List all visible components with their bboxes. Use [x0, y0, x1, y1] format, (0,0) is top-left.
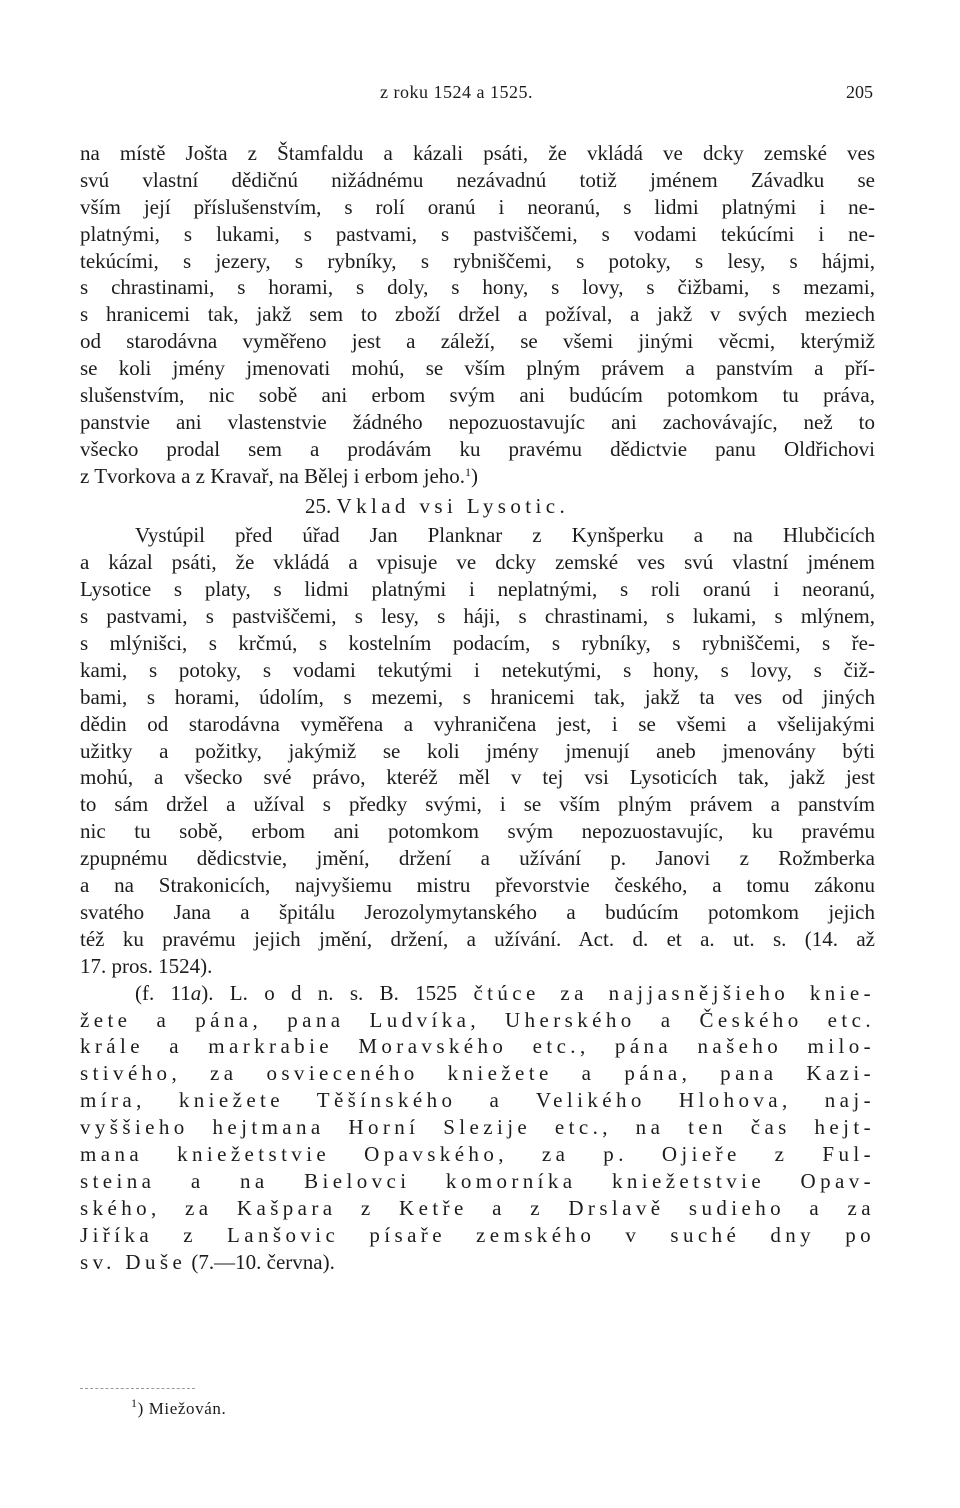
text-line: žete a pána, pana Ludvíka, Uherského a Českého etc.	[80, 1007, 875, 1032]
footnote-divider	[80, 1388, 195, 1389]
text-line: bami, s horami, údolím, s mezemi, s hranicemi tak, jakž ta ves od jiných	[80, 684, 875, 709]
text-line: svatého Jana a špitálu Jerozolymytanského a budúcím potomkom jejich	[80, 899, 875, 924]
paragraph-court-session	[80, 980, 875, 1276]
text-fragment: sv. Duše	[80, 1249, 187, 1274]
text-fragment: z Tvorkova a z Kravař, na Bělej i erbom jeho.	[80, 463, 466, 488]
text-line: a na Strakonicích, najvyšiemu mistru převorstvie českého, a tomu zákonu	[80, 873, 875, 898]
text-fragment: )	[471, 463, 479, 488]
text-line: a kázal psáti, že vkládá a vpisuje ve dcky zemské ves svú vlastní jménem	[80, 550, 875, 575]
text-line: vším její příslušenstvím, s rolí oranú i neoranú, s lidmi platnými i ne-	[80, 194, 875, 219]
footnote	[131, 1396, 227, 1419]
text-fragment: a	[190, 980, 202, 1005]
text-line: platnými, s lukami, s pastvami, s pastviščemi, s vodami tekúcími i ne-	[80, 221, 875, 246]
text-line: od starodávna vyměřeno jest a záleží, se všemi jinými věcmi, kterýmiž	[80, 329, 875, 354]
running-head	[80, 82, 875, 106]
text-line	[80, 1249, 875, 1276]
text-line: dědin od starodávna vyměřena a vyhraničena jest, i se všemi a všelijakými	[80, 711, 875, 736]
paragraph-continuation	[80, 140, 875, 490]
text-line: s mlýnišci, s krčmú, s kostelním podacím, s rybníky, s rybniščemi, s ře-	[80, 631, 875, 656]
text-line: s pastvami, s pastviščemi, s lesy, s háji, s chrastinami, s lukami, s mlýnem,	[80, 604, 875, 629]
text-line: mana kniežetstvie Opavského, za p. Ojieře z Ful-	[80, 1141, 875, 1166]
text-fragment: (f. 11	[135, 980, 191, 1005]
text-line: užitky a požitky, jakýmiž se koli jmény jmenují aneb jmenovány býti	[80, 738, 875, 763]
text-line: panstvie ani vlastenstvie žádného nepozuostavujíc ani zachovávajíc, než to	[80, 409, 875, 434]
text-line: vyššieho hejtmana Horní Slezije etc., na ten čas hejt-	[80, 1115, 875, 1140]
text-line: Jiříka z Lanšovic písaře zemského v suché dny po	[80, 1222, 875, 1247]
paragraph-lysotice	[80, 522, 875, 979]
text-line: zpupnému dědicstvie, jmění, držení a užívání p. Janovi z Rožmberka	[80, 846, 875, 871]
text-fragment: ). L. o d n. s. B. 1525	[201, 980, 474, 1005]
footnote-text: ) Miežován.	[137, 1399, 227, 1418]
text-line: Lysotice s platy, s lidmi platnými i neplatnými, s roli oranú i neoranú,	[80, 577, 875, 602]
text-fragment: čtúce za najjasnějšieho knie-	[473, 980, 875, 1005]
section-number: 25.	[305, 493, 332, 518]
text-line: s chrastinami, s horami, s doly, s hony, s lovy, s čižbami, s mezami,	[80, 275, 875, 300]
text-line: tekúcími, s jezery, s rybníky, s rybniščemi, s potoky, s lesy, s hájmi,	[80, 248, 875, 273]
text-line	[80, 980, 875, 1007]
text-line: míra, kniežete Těšínského a Velikého Hlohova, naj-	[80, 1088, 875, 1113]
text-line: ského, za Kašpara z Ketře a z Drslavě sudieho a za	[80, 1195, 875, 1220]
section-heading	[80, 493, 875, 520]
footnote-reference: 1	[465, 464, 472, 479]
text-line: kami, s potoky, s vodami tekutými i netekutými, s hony, s lovy, s čiž-	[80, 657, 875, 682]
page-number: 205	[846, 82, 873, 102]
section-title: Vklad vsi Lysotic.	[336, 493, 570, 518]
running-title: z roku 1524 a 1525.	[380, 82, 533, 102]
text-line	[80, 463, 875, 490]
text-line: Vystúpil před úřad Jan Planknar z Kynšperku a na Hlubčicích	[135, 523, 875, 548]
footnote-marker: 1	[131, 1396, 138, 1410]
text-line: se koli jmény jmenovati mohú, se vším plným právem a panstvím a pří-	[80, 356, 875, 381]
text-line: svú vlastní dědičnú nižádnému nezávadnú totiž jménem Závadku se	[80, 167, 875, 192]
text-line: 17. pros. 1524).	[80, 953, 213, 978]
text-line: to sám držel a užíval s předky svými, i se vším plným právem a panstvím	[80, 792, 875, 817]
body-text	[80, 140, 875, 1275]
text-line: krále a markrabie Moravského etc., pána našeho milo-	[80, 1034, 875, 1059]
text-line: nic tu sobě, erbom ani potomkom svým nepozuostavujíc, ku pravému	[80, 819, 875, 844]
text-line: na místě Jošta z Štamfaldu a kázali psáti, že vkládá ve dcky zemské ves	[80, 141, 875, 165]
text-line: mohú, a všecko své právo, kteréž měl v tej vsi Lysoticích tak, jakž jest	[80, 765, 875, 790]
text-line: též ku pravému jejich jmění, držení, a užívání. Act. d. et a. ut. s. (14. až	[80, 926, 875, 951]
text-line: všecko prodal sem a prodávám ku pravému dědictvie panu Oldřichovi	[80, 436, 875, 461]
text-line: s hranicemi tak, jakž sem to zboží držel a požíval, a jakž v svých meziech	[80, 302, 875, 327]
text-fragment: (7.—10. června).	[186, 1249, 335, 1274]
text-line: slušenstvím, nic sobě ani erbom svým ani budúcím potomkom tu práva,	[80, 383, 875, 408]
text-line: steina a na Bielovci komorníka kniežetstvie Opav-	[80, 1168, 875, 1193]
text-line: stivého, za osvieceného kniežete a pána, pana Kazi-	[80, 1061, 875, 1086]
